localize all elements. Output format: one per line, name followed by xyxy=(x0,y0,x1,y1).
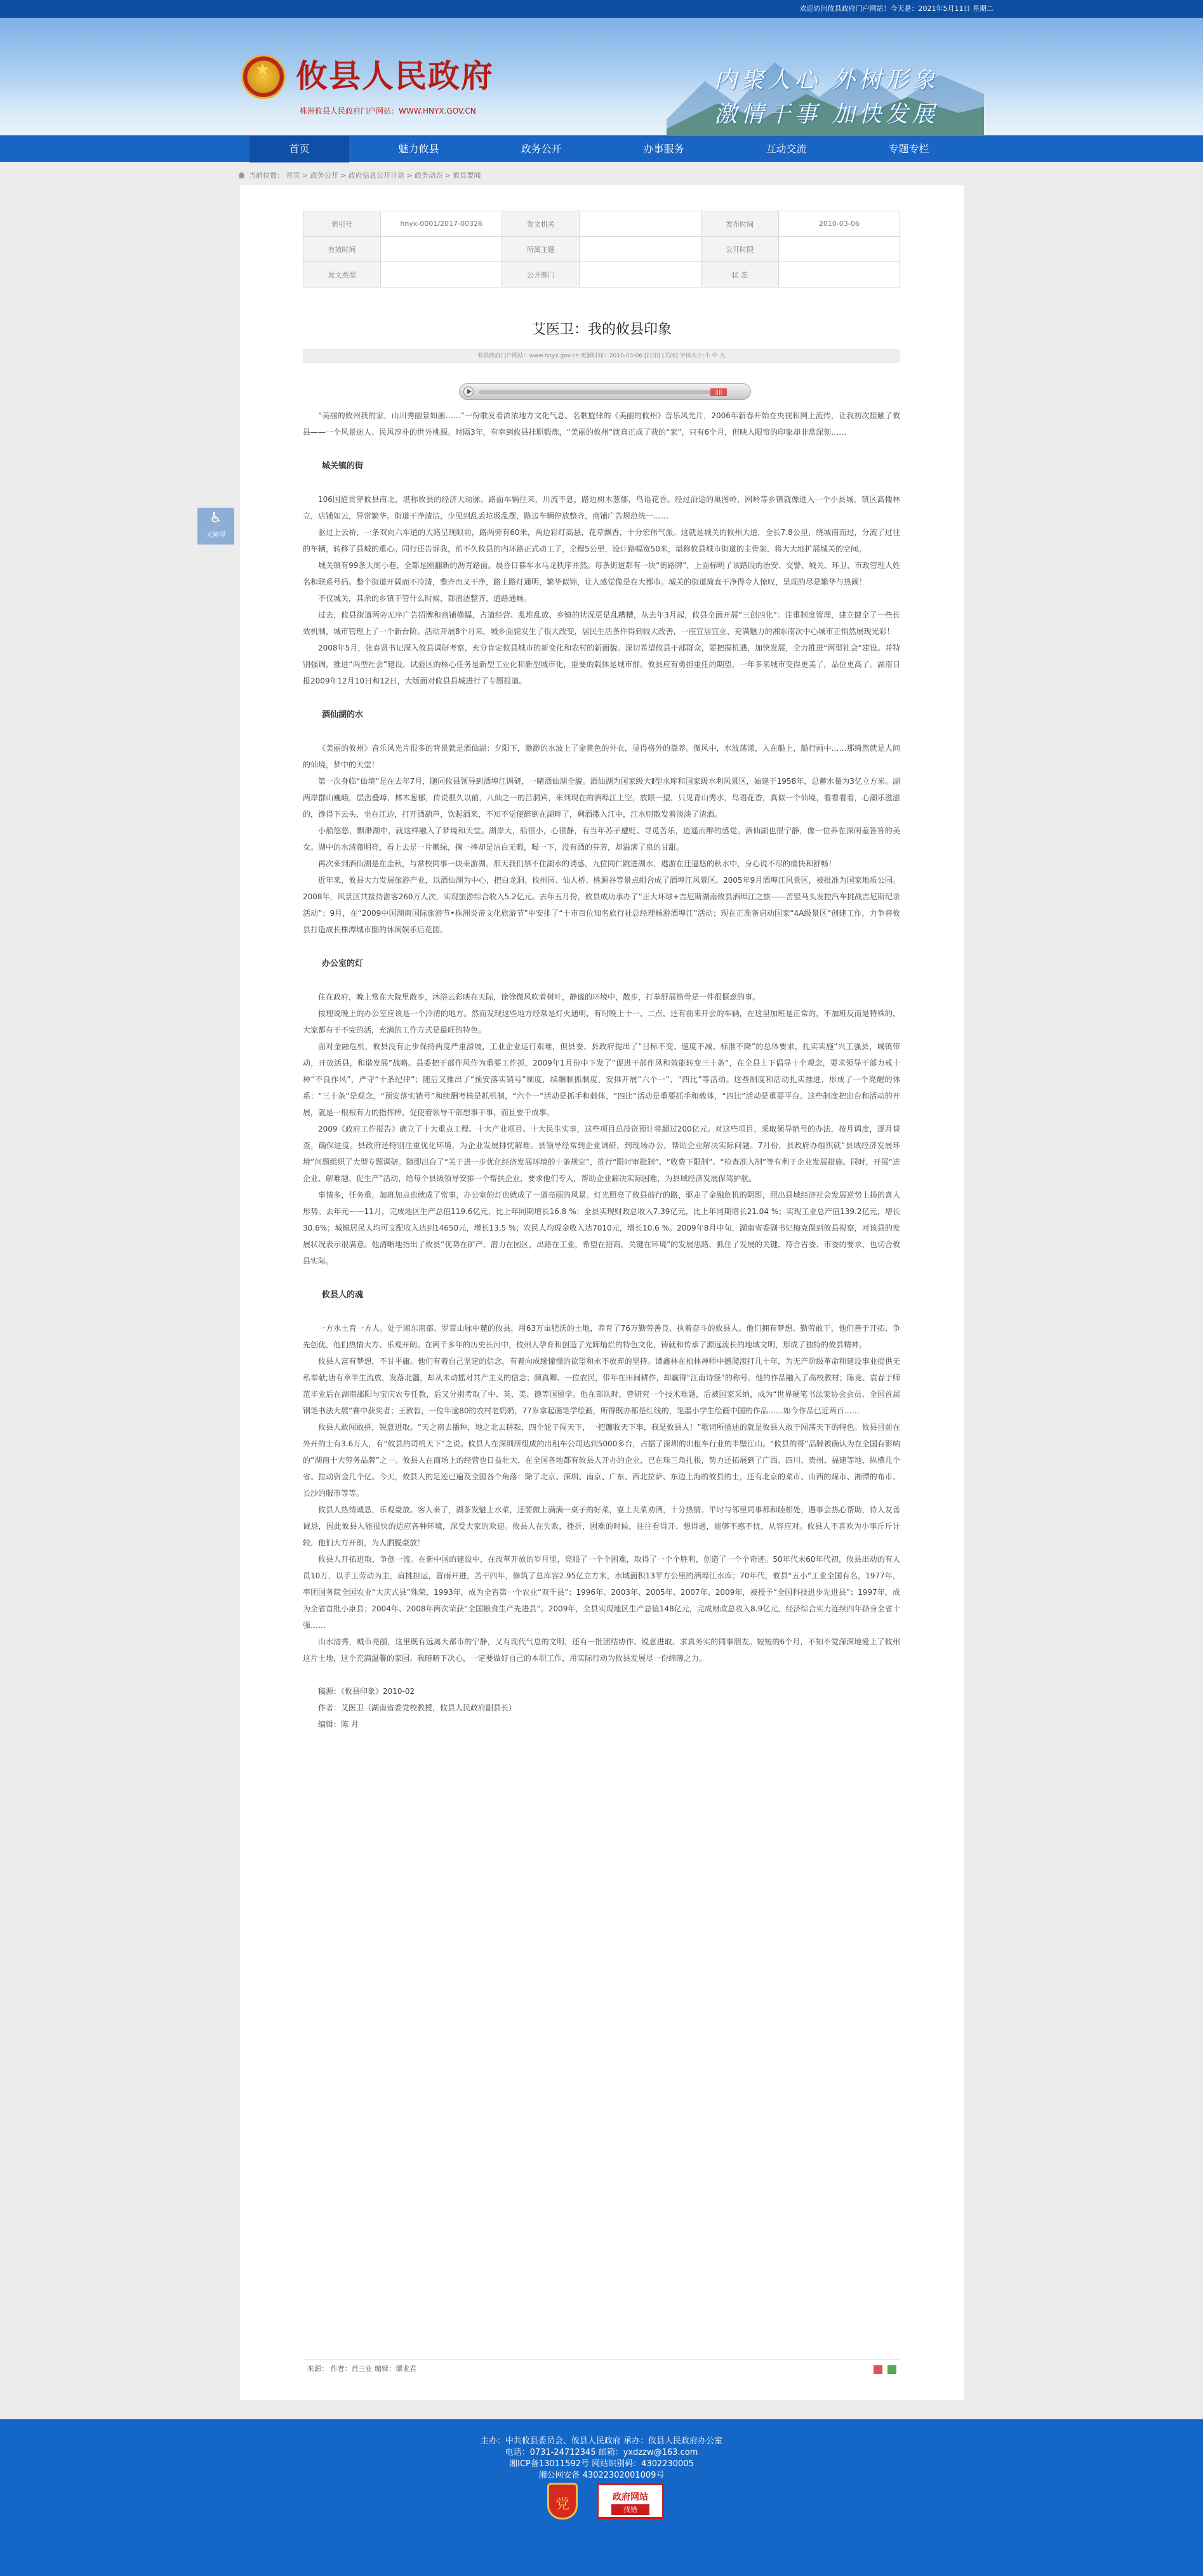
intro-paragraph: “美丽的攸州我的家，山川秀丽景如画……”一份歌发着浓浓地方文化气息、名歌旋律的《美丽的攸州》音乐风光片，2006年新春开始在央视和网上流传，让我初次接触了攸县——一个风景迷人、民风淳朴的世外桃源。时隔3年，有幸到攸县挂职锻炼，“美丽的攸州”就真正成了我的“家”，只有6个月，但映入眼帘的印象却非常深刻…… xyxy=(303,411,900,437)
article-paragraph: 第一次身临“仙境”是在去年7月，随同攸县领导到酒埠江调研，一睹酒仙湖全貌。酒仙湖为国家级大Ⅱ型水库和国家级水利风景区，始建于1958年，总蓄水量为3亿立方米。湖两岸群山巍峨，层峦叠嶂，林木葱郁，传说很久以前，八仙之一的吕洞宾，来到现在的酒埠江上空，放眼一望，只见青山秀水，鸟语花香，真似一个仙境，看看看着，心潮乐滋滋的，馋得下云头，坐在江边，打开酒葫芦，饮起酒来，不知不觉便醉倒在湖畔了，剩酒撒入江中，江水则散发着淡淡了清酒。 xyxy=(303,777,900,819)
article-paragraph: 2009《政府工作报告》确立了十大重点工程、十大产业项目、十大民生实事，这些项目总投资预计将超过200亿元。对这些项目，采取领导销号的办法，按月调度，逐月督查，确保进度。县政府还特别注重优化环境，为企业发展排忧解难。县领导经常到企业调研，到现场办公，帮助企业解决实际问题。7月份，县政府办组织就“县域经济发展环境”问题组织了大型专题调研。随即出台了“关于进一步优化经济发展环境的十条规定”，推行“限时审批制”、“收费下限制”、“检查准入制”等有利于企业发展措施。同时，开展“进企业、解难题、促生产”活动，给每个县级领导安排一个帮扶企业，要求他们专人，帮助企业解决实际困难，为县域经济发展保驾护航。 xyxy=(303,1125,900,1183)
party-badge-icon[interactable]: 党 xyxy=(547,2483,578,2520)
breadcrumb xyxy=(238,170,481,180)
article-paragraph: 106国道贯穿攸县南北，堪称攸县的经济大动脉。路面车辆往来，川流不息，路边树木葱郁，鸟语花香。经过沿途的巢图岭，网岭等乡镇就像进入一个小县城，镇区高楼林立，店铺如云，异常繁华。街道干净清洁，少见到乱丢垃圾乱摆，路边车辆停放整齐，商铺广告规范统一…… xyxy=(303,495,900,520)
article-body xyxy=(303,407,900,1733)
article-paragraph: 近年来，攸县大力发展旅游产业，以酒仙湖为中心，把白龙洞、攸州园、仙人桥、桃源谷等景点组合成了酒埠江风景区。2005年9月酒埠江风景区，被批准为国家地质公园。2008年，风景区共接待游客260万人次，实现旅游综合收入5.2亿元。去年五月份，攸县成功承办了“正大环球+吉尼斯湖南攸县酒埠江之旅——苦竖马头发控汽车挑战吉尼斯纪录活动”；9月，在“2009中国湖南国际旅游节•株洲炎帝文化旅游节”中安排了“十市百位知名旅行社总经理畅游酒埠江”活动；现在正准备启动国家“4A级景区”创建工作，力争将攸县打造成长株潭城市圈的休闲娱乐后花园。 xyxy=(303,876,900,934)
article-paragraph: 事情多，任务重，加班加点也就成了常事，办公室的灯也就成了一道亮丽的风景。灯光照亮了攸县前行的路，驱走了金融危机的阴影，照出县域经济社会发展逆势上扬的喜人形势。去年元——11月，完成地区生产总值119.6亿元，比上年同期增长16.8 %；全县实现财政总收入7.39亿元，比上年同期增长21.04 %；实现工业总产值139.2亿元，增长30.6%；城镇居民人均可支配收入达到14650元，增长13.5 %；农民人均现金收入达7010元，增长10.6 %。2009年8月中旬，湖南省委副书记梅克保到攸县视察，对该县的发展状况表示很满意。他清晰地指出了攸县“优势在矿产，潜力在园区，出路在工业，希望在招商，关键在环境”的发展思路，抓住了发展的关键，符合省委、市委的要求，也切合攸县实际。 xyxy=(303,1191,900,1265)
article-info-bar: 攸县政府门户网站：www.hnyx.gov.cn 更新时间：2010-03-06 [打印] [关闭] 字体大小:小 中 大 xyxy=(303,349,900,363)
article-paragraph: 攸县人热情诚恳，乐观豪放。客人来了，湖茶发魅上水菜，还要做上满满一桌子的好菜，宴上夹菜劝酒，十分热情。平时与邻里同事都和睦相处，遇事会热心帮助，待人友善诚恳，因此攸县人能很快的适应各种环境，深受大家的欢迎。攸县人在失败，挫折，困难的时候，往往看得开、想得通，能够不惑不忧，从容应对。攸县人不喜欢为小事斤斤计较，他们大方开朗，为人洒脱豪放！ xyxy=(303,1505,900,1547)
audio-player xyxy=(459,383,751,400)
audio-progress-track[interactable] xyxy=(479,390,726,394)
gov-site-error-report-badge[interactable]: 政府网站 找错 xyxy=(597,2483,664,2519)
nav-charm[interactable]: 魅力攸县 xyxy=(398,143,439,155)
divider xyxy=(303,2359,900,2360)
meta-key: 公开部门 xyxy=(502,262,580,287)
nav-interaction[interactable]: 互动交流 xyxy=(766,143,807,155)
section-heading: 酒仙湖的水 xyxy=(322,710,364,720)
site-subtitle: 株洲攸县人民政府门户网站：WWW.HNYX.GOV.CN xyxy=(300,107,476,116)
main-nav xyxy=(0,135,1203,162)
article-paragraph: 攸县人敢闯敢拼，锐意进取。“天之南去播种，地之北去耕耘，四个轮子闯天下，一把镰收天下事，我是攸县人！”歌词所描述的就是攸县人敢于闯荡天下的特色。攸县目前在外开的士有3.6万人，有“攸县的司机天下”之说。攸县人在深圳所组成的出租车公司达到5000多台，占据了深圳的出租车行业的半壁江山。“攸县的哥”品牌被确认为在全国有影响的“湖南十大劳务品牌”之一。攸县人在商场上的经营也日益壮大，在全国各地都有攸县人开办的企业，已在珠三角扎根，势力还拓展到了广西、四川、贵州、福建等地，纵横几个省。拉动资金几个亿。今天，攸县人的足迹已遍及全国各个角落：除了北京、深圳、南京、广东、西北拉萨、东边上海的攸县的士，还有北京的菜市、山西的煤市、湘潭的布市、长沙的服市等等。 xyxy=(303,1423,900,1498)
meta-value xyxy=(778,262,900,287)
article-paragraph: 攸县人富有梦想，不甘平庸。他们有着自己坚定的信念，有着向成缘憧憬的欲望和永不放弃的坚持。谭鑫林在柏林禅师中撼爬滚打几十年，为无产阶级革命和建设事业提供无私奉献;唐有章半生流放，发落北疆，却从未动摇对共产主义的信念；颜真卿、一位农民，带年在田间耕作，却赢得“江南诗怪”的称号。他的作品融入了高校教材；陈竞、袁春于师范毕业后在湖南邵阳与宝庆农专任教，后又分别考取了中、英、美、德等国留学。他在部队时，曾研究一个技术难题，后被国家采纳，成为“世界硬笔书法家协会会员、全国首届钢笔书法大展”赛中获奖者；王教智，一位年逾80的农村老奶奶，77岁拿起画笔学绘画，所得既亦都是红线的，笔墨小学生绘画中国的作品……如今作品已近两百…… xyxy=(303,1357,900,1415)
article-paragraph: 小船悠悠，飘渺湖中，就这样融入了梦境和天堂。湖岸大，船很小，心很静，有当年苏子遭贬、寻觅苦乐，逍遥而醉的感觉。酒仙湖也很宁静，像一位养在深闺羞答答的美女。湖中的水清澈明亮，看上去是一片嫩绿，掬一捧却是洁白无暇，喝一下，没有酒的芬芳，却溢满了泉的甘甜。 xyxy=(303,826,900,852)
meta-value: hnyx-0001/2017-00326 xyxy=(381,211,502,237)
meta-value xyxy=(580,237,701,262)
site-title[interactable]: 攸县人民政府 xyxy=(296,57,494,95)
site-banner xyxy=(0,18,1203,135)
section-heading: 攸县人的魂 xyxy=(322,1290,364,1300)
meta-value xyxy=(381,262,502,287)
welcome-message: 欢迎访问攸县政府门户网站！今天是：2021年5月11日 星期二 xyxy=(799,4,994,13)
nav-special-topics[interactable]: 专题专栏 xyxy=(888,143,929,155)
wheelchair-icon: ♿ xyxy=(209,510,222,526)
credit-line: 稿源：《攸县印象》2010-02 xyxy=(318,1687,415,1696)
article-card xyxy=(240,185,964,2400)
article-paragraph: 再次来到酒仙湖是在金秋，与常校同事一块来游湖。那天我们禁不住湖水的诱惑，九位同仁跳进湖水，遨游在迁逼悠的秋水中，身心说不尽的痛快和舒畅！ xyxy=(318,859,837,868)
meta-value xyxy=(580,211,701,237)
section-heading: 办公室的灯 xyxy=(322,959,364,968)
slogan-line-1: 内聚人心 外树形象 xyxy=(714,67,939,93)
national-emblem-icon: ★ xyxy=(241,55,286,99)
slogan-line-2: 激情干事 加快发展 xyxy=(714,102,939,128)
meta-key: 公开时限 xyxy=(701,237,778,262)
breadcrumb-text[interactable]: 当前位置： 首页 > 政务公开 > 政府信息公开目录 > 政务动态 > 攸县要闻 xyxy=(249,171,481,180)
audio-indicator: |||| xyxy=(710,388,727,396)
meta-key: 发文类型 xyxy=(303,262,381,287)
section-heading: 城关镇的街 xyxy=(322,461,364,471)
article-paragraph: 一方水土育一方人。处于湘东南部、罗霄山脉中麓的攸县，用63万亩肥沃的土地，养育了76万勤劳善良、执着奋斗的攸县人。他们拥有梦想、勤劳敢干，他们善于开拓、争先创优，他们热情大方、乐观开朗。在两千多年的历史长河中，攸州人孕育和创造了光辉灿烂的特色文化，铸就和传承了源远流长的地域文明，形成了独特的攸县精神。 xyxy=(303,1324,900,1349)
home-icon xyxy=(238,172,245,178)
meta-key: 状 态 xyxy=(701,262,778,287)
article-paragraph: 驱过上云桥，一条双向六车道的大路呈现眼前，路两旁有60米，两边彩灯高悬，花草飘香，十分宏伟气派。这就是城关的攸州大道，全长7.8公里，绕城南而过，分流了过往的车辆，转移了县城的重心。同行还告诉我，前不久攸县的内环路正式动工了，全程5公里，设计路幅宽50米，堪称攸县城市街道的主骨架，将大大地扩展城关的空间。 xyxy=(303,528,900,553)
meta-row xyxy=(303,262,900,287)
article-paragraph: 城关镇有99条大街小巷，全都是刚翻新的沥青路面。晨昏日暮车水马龙秩序井然。每条街道都有一块“街路牌”，上面标明了该路段的治安、交警、城关、环卫、市政管理人姓名和联系号码。整个街道开阔而不冷清，整齐而又干净，路上路灯通明，繁华似锦，让人感觉像是在大都市。城关的街道简直干净得令人惊叹，呈现的尽是繁华与热闹！ xyxy=(303,561,900,586)
share-wechat-icon[interactable] xyxy=(887,2365,896,2374)
share-weibo-icon[interactable] xyxy=(874,2365,882,2374)
footer-sponsor: 主办：中共攸县委员会、攸县人民政府 承办：攸县人民政府办公室 xyxy=(480,2436,723,2446)
accessibility-button[interactable] xyxy=(197,508,234,545)
nav-government-affairs[interactable]: 政务公开 xyxy=(521,143,562,155)
footer-contact: 电话：0731-24712345 邮箱：yxdzzw@163.com xyxy=(505,2448,698,2457)
article-source-meta: 来源： 作者：肖三业 编辑：谭业君 xyxy=(307,2365,416,2373)
meta-value xyxy=(580,262,701,287)
footer-icp[interactable]: 湘ICP备13011592号 网站识别码：4302230005 xyxy=(509,2459,694,2469)
meta-row xyxy=(303,237,900,262)
play-button[interactable] xyxy=(463,386,474,397)
meta-key: 索引号 xyxy=(303,211,381,237)
meta-key: 发文机关 xyxy=(502,211,580,237)
nav-services[interactable]: 办事服务 xyxy=(643,143,684,155)
article-paragraph: 过去，攸县街道两旁无序广告招牌和商铺横幅，占道经营、乱堆乱放、乡镇的状况更是乱糟糟，从去年3月起，攸县全面开展“三创四化”：注重制度管理，建立健全了一些长效机制，城市管理上了一个新台阶。活动开展8个月来，城乡面貌发生了很大改变，居民生活条件得到较大改善，一座宜居宜业、充满魅力的湘东南次中心城市正悄然展现光彩！ xyxy=(303,611,900,636)
footer-police-record[interactable]: 湘公网安备 43022302001009号 xyxy=(538,2471,665,2480)
article-paragraph: 山水清秀，城市亮丽，这里既有远离大都市的宁静，又有现代气息的文明，还有一批团结协作、锐意进取、求真务实的同事朋友。短短的6个月，不知不觉深深地爱上了攸州这片土地，这个充满温馨的家园。我暗暗下决心，一定要做好自己的本职工作，用实际行动为攸县发展尽一份绵薄之力。 xyxy=(303,1637,900,1663)
article-paragraph: 攸县人开拓进取，争创一流。在新中国的建设中，在改革开放的岁月里，亮眼了一个个困难，取得了一个个胜利，创造了一个个奇迹。50年代末60年代初，攸县出动的有人员10万，以手工劳动为主，肩挑担运，冒雨开进，苦干四年，修筑了总库容2.95亿立方米，水域面积13平方公里的酒埠江水库；70年代，攸县“五小”工业全国有名，1977年，率团国务院全国农业“大庆式县”殊荣，1993年，成为全省第一个农业“双千县”；1996年、2003年、2005年、2007年、2009年，被授予“全国科技进步先进县”；1997年，成为全省首批小康县；2004年、2008年两次荣获“全国粮食生产先进县”。2009年，全县实现地区生产总值148亿元，完成财政总收入8.9亿元，经济综合实力连续四年跻身全省十强…… xyxy=(303,1555,900,1630)
article-paragraph: 2008年5月，张春贤书记深入攸县调研考察，充分肯定攸县城市的新变化和农村的新面貌。深切希望攸县干部群众，要把握机遇，加快发展，全力推进“两型社会”建设。并特别强调，推进“两型社会”建设，试验区的核心任务是新型工业化和新型城市化，重要的载体是城市群。攸县应有勇担重任的期望，一年多来城市变得更美了，品位更高了。湖南日报2009年12月10日和12日，大版面对攸县县城进行了专题报道。 xyxy=(303,644,900,685)
credit-line: 作者：艾医卫（湖南省委党校教授，攸县人民政府副县长） xyxy=(318,1703,517,1712)
site-footer xyxy=(0,2419,1203,2576)
meta-value xyxy=(778,237,900,262)
nav-home[interactable]: 首页 xyxy=(249,136,349,162)
article-paragraph: 按理说晚上的办公室应该是一个冷清的地方。然而发现这些地方经常是灯火通明，有时晚上十一、二点，还有前来开会的车辆，在这里加班是正常的，不加班反而是特殊的，大家都有干不完的活，充满的工作方式是最旺的特色。 xyxy=(303,1009,900,1034)
article-paragraph: 不仅城关，其余的乡镇干管什么时候，都清洁整齐，道路通畅。 xyxy=(318,594,532,603)
meta-value: 2010-03-06 xyxy=(778,211,900,237)
document-meta-table xyxy=(303,211,900,287)
top-bar xyxy=(0,0,1203,18)
article-title: 艾医卫：我的攸县印象 xyxy=(531,322,672,338)
credit-line: 编辑：陈 月 xyxy=(318,1720,359,1729)
meta-key: 所属主题 xyxy=(502,237,580,262)
meta-key: 发布时间 xyxy=(701,211,778,237)
share-icons xyxy=(871,2365,896,2377)
article-paragraph: 《美丽的攸州》音乐风光片很多的背景就是酒仙湖：夕阳下，渺渺的水波上了金黄色的外衣，显得格外的靠养。微风中，水波荡漾，人在船上，船行画中……那绮然就是人间的仙境，梦中的天堂！ xyxy=(303,744,900,769)
meta-row xyxy=(303,211,900,237)
accessibility-label: 无障碍 xyxy=(206,532,225,539)
meta-key: 有效时间 xyxy=(303,237,381,262)
meta-value xyxy=(381,237,502,262)
article-paragraph: 面对金融危机，攸县没有止步保持两度严重滑坡，工业企业运行艰难，但县委、县政府提出了“目标不变、速度不减、标准不降”的总体要求，扎实实施“兴工强县，城镇带动，开放活县，和谐发展”战略。县委把干部作风作为重要工作抓，2009年1月份中下发了“促进干部作风和效能转变三十条”，在全县上下倡导十个观念，要求领导干部力戒十种“不良作风”，严守“十条纪律”；随后又推出了“预安落实销号”制度，续酬制抓制度，安排开展“六个一”、“四比”等活动。这些制度和活动扎实推进，形成了一个亮醒的体系：“三十条”是观念，“预安落实销号”和续酬考核是抓机制，“六个一”活动是抓手和载体，“四比”活动是重要抓手和载体，“四比”活动是重要平台。这些制度把出台和活动的开展，就是一根根有力的指挥棒，促使着领导干部想事干事，而且要干成事。 xyxy=(303,1042,900,1117)
article-paragraph: 住在政府，晚上常在大院里散步，沐浴云彩映在天际，徐徐微风吹着树叶，静谧的环境中，散步，打拳舒展筋骨是一件很惬意的事。 xyxy=(318,993,761,1001)
